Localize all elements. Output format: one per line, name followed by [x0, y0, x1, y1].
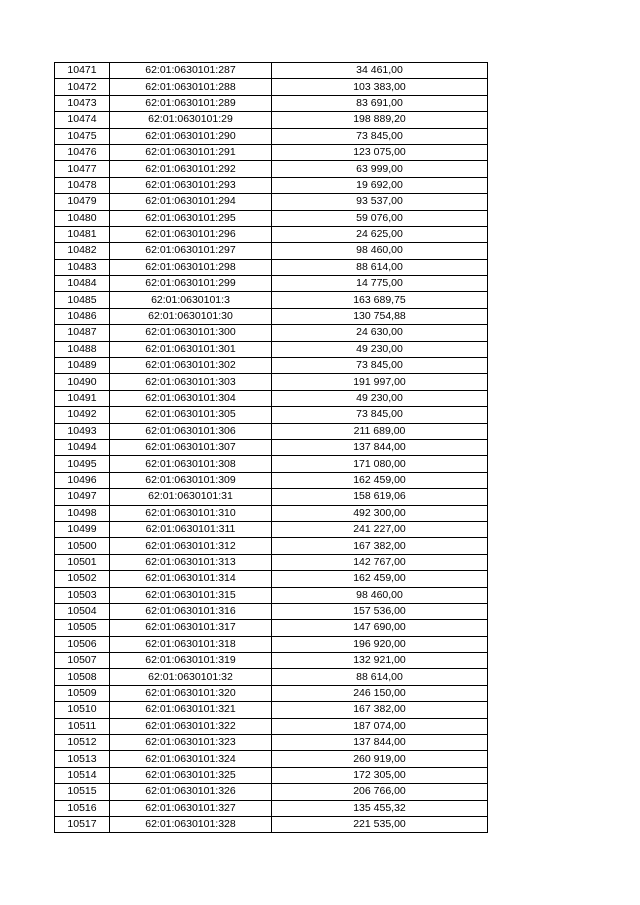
table-row	[55, 603, 488, 619]
row-number-cell: 10480	[55, 210, 110, 226]
cadastral-number-cell: 62:01:0630101:318	[110, 636, 272, 652]
cadastral-value-cell: 147 690,00	[272, 620, 488, 636]
row-number-cell: 10504	[55, 603, 110, 619]
cadastral-number-cell: 62:01:0630101:323	[110, 735, 272, 751]
cadastral-value-cell: 158 619,06	[272, 489, 488, 505]
table-row	[55, 653, 488, 669]
cadastral-number-cell: 62:01:0630101:303	[110, 374, 272, 390]
row-number-cell: 10471	[55, 63, 110, 79]
table-row	[55, 95, 488, 111]
table-row	[55, 620, 488, 636]
row-number-cell: 10517	[55, 816, 110, 832]
cadastral-number-cell: 62:01:0630101:292	[110, 161, 272, 177]
table-row	[55, 489, 488, 505]
cadastral-number-cell: 62:01:0630101:325	[110, 767, 272, 783]
cadastral-number-cell: 62:01:0630101:313	[110, 554, 272, 570]
row-number-cell: 10494	[55, 439, 110, 455]
cadastral-number-cell: 62:01:0630101:326	[110, 784, 272, 800]
row-number-cell: 10484	[55, 276, 110, 292]
table-row	[55, 226, 488, 242]
cadastral-number-cell: 62:01:0630101:305	[110, 407, 272, 423]
table-row	[55, 128, 488, 144]
cadastral-value-cell: 167 382,00	[272, 702, 488, 718]
row-number-cell: 10501	[55, 554, 110, 570]
cadastral-number-cell: 62:01:0630101:319	[110, 653, 272, 669]
table-row	[55, 685, 488, 701]
cadastral-number-cell: 62:01:0630101:308	[110, 456, 272, 472]
cadastral-value-cell: 198 889,20	[272, 112, 488, 128]
table-body	[55, 63, 488, 833]
table-row	[55, 358, 488, 374]
cadastral-number-cell: 62:01:0630101:310	[110, 505, 272, 521]
table-row	[55, 276, 488, 292]
cadastral-number-cell: 62:01:0630101:327	[110, 800, 272, 816]
table-row	[55, 702, 488, 718]
cadastral-number-cell: 62:01:0630101:287	[110, 63, 272, 79]
cadastral-number-cell: 62:01:0630101:296	[110, 226, 272, 242]
cadastral-value-cell: 492 300,00	[272, 505, 488, 521]
cadastral-value-cell: 73 845,00	[272, 128, 488, 144]
table-row	[55, 308, 488, 324]
cadastral-value-cell: 162 459,00	[272, 571, 488, 587]
row-number-cell: 10485	[55, 292, 110, 308]
cadastral-value-cell: 137 844,00	[272, 735, 488, 751]
row-number-cell: 10509	[55, 685, 110, 701]
cadastral-number-cell: 62:01:0630101:29	[110, 112, 272, 128]
cadastral-number-cell: 62:01:0630101:315	[110, 587, 272, 603]
cadastral-value-cell: 73 845,00	[272, 407, 488, 423]
cadastral-value-cell: 14 775,00	[272, 276, 488, 292]
table-row	[55, 456, 488, 472]
row-number-cell: 10478	[55, 177, 110, 193]
cadastral-value-cell: 123 075,00	[272, 144, 488, 160]
cadastral-value-cell: 221 535,00	[272, 816, 488, 832]
row-number-cell: 10481	[55, 226, 110, 242]
table-row	[55, 407, 488, 423]
table-row	[55, 144, 488, 160]
row-number-cell: 10508	[55, 669, 110, 685]
cadastral-number-cell: 62:01:0630101:288	[110, 79, 272, 95]
cadastral-value-cell: 93 537,00	[272, 194, 488, 210]
cadastral-value-cell: 196 920,00	[272, 636, 488, 652]
table-row	[55, 161, 488, 177]
row-number-cell: 10498	[55, 505, 110, 521]
table-row	[55, 816, 488, 832]
table-row	[55, 587, 488, 603]
cadastral-value-cell: 24 630,00	[272, 325, 488, 341]
cadastral-number-cell: 62:01:0630101:3	[110, 292, 272, 308]
cadastral-value-cell: 88 614,00	[272, 669, 488, 685]
cadastral-number-cell: 62:01:0630101:297	[110, 243, 272, 259]
cadastral-value-cell: 135 455,32	[272, 800, 488, 816]
table-row	[55, 505, 488, 521]
cadastral-value-cell: 241 227,00	[272, 521, 488, 537]
cadastral-number-cell: 62:01:0630101:31	[110, 489, 272, 505]
row-number-cell: 10512	[55, 735, 110, 751]
row-number-cell: 10516	[55, 800, 110, 816]
cadastral-value-cell: 167 382,00	[272, 538, 488, 554]
cadastral-number-cell: 62:01:0630101:295	[110, 210, 272, 226]
cadastral-number-cell: 62:01:0630101:324	[110, 751, 272, 767]
row-number-cell: 10488	[55, 341, 110, 357]
cadastral-value-cell: 103 383,00	[272, 79, 488, 95]
cadastral-number-cell: 62:01:0630101:301	[110, 341, 272, 357]
table-row	[55, 636, 488, 652]
table-row	[55, 79, 488, 95]
table-row	[55, 374, 488, 390]
row-number-cell: 10482	[55, 243, 110, 259]
cadastral-value-cell: 137 844,00	[272, 439, 488, 455]
cadastral-number-cell: 62:01:0630101:294	[110, 194, 272, 210]
cadastral-number-cell: 62:01:0630101:30	[110, 308, 272, 324]
cadastral-value-cell: 98 460,00	[272, 243, 488, 259]
cadastral-value-cell: 171 080,00	[272, 456, 488, 472]
cadastral-number-cell: 62:01:0630101:328	[110, 816, 272, 832]
table-row	[55, 751, 488, 767]
table-row	[55, 784, 488, 800]
table-row	[55, 325, 488, 341]
row-number-cell: 10505	[55, 620, 110, 636]
cadastral-number-cell: 62:01:0630101:314	[110, 571, 272, 587]
row-number-cell: 10483	[55, 259, 110, 275]
row-number-cell: 10479	[55, 194, 110, 210]
table-row	[55, 423, 488, 439]
cadastral-number-cell: 62:01:0630101:290	[110, 128, 272, 144]
cadastral-value-cell: 49 230,00	[272, 390, 488, 406]
row-number-cell: 10507	[55, 653, 110, 669]
table-row	[55, 767, 488, 783]
cadastral-value-cell: 132 921,00	[272, 653, 488, 669]
table-row	[55, 243, 488, 259]
cadastral-value-cell: 83 691,00	[272, 95, 488, 111]
row-number-cell: 10487	[55, 325, 110, 341]
table-row	[55, 571, 488, 587]
table-row	[55, 259, 488, 275]
cadastral-number-cell: 62:01:0630101:304	[110, 390, 272, 406]
table-row	[55, 472, 488, 488]
cadastral-number-cell: 62:01:0630101:289	[110, 95, 272, 111]
row-number-cell: 10491	[55, 390, 110, 406]
cadastral-number-cell: 62:01:0630101:309	[110, 472, 272, 488]
cadastral-value-cell: 142 767,00	[272, 554, 488, 570]
table-row	[55, 439, 488, 455]
cadastral-value-cell: 191 997,00	[272, 374, 488, 390]
table-row	[55, 292, 488, 308]
cadastral-value-cell: 162 459,00	[272, 472, 488, 488]
cadastral-value-cell: 130 754,88	[272, 308, 488, 324]
cadastral-value-cell: 172 305,00	[272, 767, 488, 783]
cadastral-value-cell: 73 845,00	[272, 358, 488, 374]
row-number-cell: 10515	[55, 784, 110, 800]
row-number-cell: 10472	[55, 79, 110, 95]
row-number-cell: 10489	[55, 358, 110, 374]
table-row	[55, 341, 488, 357]
cadastral-value-cell: 157 536,00	[272, 603, 488, 619]
cadastral-number-cell: 62:01:0630101:322	[110, 718, 272, 734]
cadastral-number-cell: 62:01:0630101:299	[110, 276, 272, 292]
cadastral-number-cell: 62:01:0630101:298	[110, 259, 272, 275]
table-row	[55, 112, 488, 128]
row-number-cell: 10490	[55, 374, 110, 390]
row-number-cell: 10477	[55, 161, 110, 177]
row-number-cell: 10499	[55, 521, 110, 537]
table-row	[55, 669, 488, 685]
cadastral-number-cell: 62:01:0630101:32	[110, 669, 272, 685]
cadastral-value-cell: 206 766,00	[272, 784, 488, 800]
cadastral-value-cell: 19 692,00	[272, 177, 488, 193]
cadastral-number-cell: 62:01:0630101:306	[110, 423, 272, 439]
table-row	[55, 521, 488, 537]
cadastral-number-cell: 62:01:0630101:312	[110, 538, 272, 554]
row-number-cell: 10500	[55, 538, 110, 554]
cadastral-value-cell: 98 460,00	[272, 587, 488, 603]
row-number-cell: 10497	[55, 489, 110, 505]
row-number-cell: 10503	[55, 587, 110, 603]
cadastral-number-cell: 62:01:0630101:317	[110, 620, 272, 636]
cadastral-value-cell: 88 614,00	[272, 259, 488, 275]
row-number-cell: 10514	[55, 767, 110, 783]
row-number-cell: 10496	[55, 472, 110, 488]
table-row	[55, 63, 488, 79]
row-number-cell: 10492	[55, 407, 110, 423]
cadastral-number-cell: 62:01:0630101:316	[110, 603, 272, 619]
cadastral-value-cell: 246 150,00	[272, 685, 488, 701]
row-number-cell: 10473	[55, 95, 110, 111]
table-row	[55, 390, 488, 406]
row-number-cell: 10476	[55, 144, 110, 160]
row-number-cell: 10495	[55, 456, 110, 472]
cadastral-number-cell: 62:01:0630101:311	[110, 521, 272, 537]
cadastral-value-cell: 163 689,75	[272, 292, 488, 308]
cadastral-number-cell: 62:01:0630101:300	[110, 325, 272, 341]
cadastral-number-cell: 62:01:0630101:302	[110, 358, 272, 374]
cadastral-number-cell: 62:01:0630101:291	[110, 144, 272, 160]
table-row	[55, 177, 488, 193]
row-number-cell: 10506	[55, 636, 110, 652]
cadastral-value-cell: 187 074,00	[272, 718, 488, 734]
table-row	[55, 194, 488, 210]
table-row	[55, 718, 488, 734]
cadastral-value-cell: 34 461,00	[272, 63, 488, 79]
row-number-cell: 10493	[55, 423, 110, 439]
table-row	[55, 538, 488, 554]
cadastral-number-cell: 62:01:0630101:293	[110, 177, 272, 193]
row-number-cell: 10510	[55, 702, 110, 718]
cadastral-number-cell: 62:01:0630101:321	[110, 702, 272, 718]
row-number-cell: 10474	[55, 112, 110, 128]
row-number-cell: 10486	[55, 308, 110, 324]
row-number-cell: 10511	[55, 718, 110, 734]
cadastral-number-cell: 62:01:0630101:320	[110, 685, 272, 701]
cadastral-value-cell: 24 625,00	[272, 226, 488, 242]
row-number-cell: 10513	[55, 751, 110, 767]
row-number-cell: 10502	[55, 571, 110, 587]
cadastral-value-cell: 49 230,00	[272, 341, 488, 357]
cadastral-value-cell: 63 999,00	[272, 161, 488, 177]
cadastral-value-cell: 260 919,00	[272, 751, 488, 767]
table-row	[55, 800, 488, 816]
row-number-cell: 10475	[55, 128, 110, 144]
table-row	[55, 210, 488, 226]
cadastral-value-table	[54, 62, 488, 833]
table-row	[55, 735, 488, 751]
cadastral-number-cell: 62:01:0630101:307	[110, 439, 272, 455]
table-row	[55, 554, 488, 570]
cadastral-value-cell: 59 076,00	[272, 210, 488, 226]
cadastral-value-cell: 211 689,00	[272, 423, 488, 439]
